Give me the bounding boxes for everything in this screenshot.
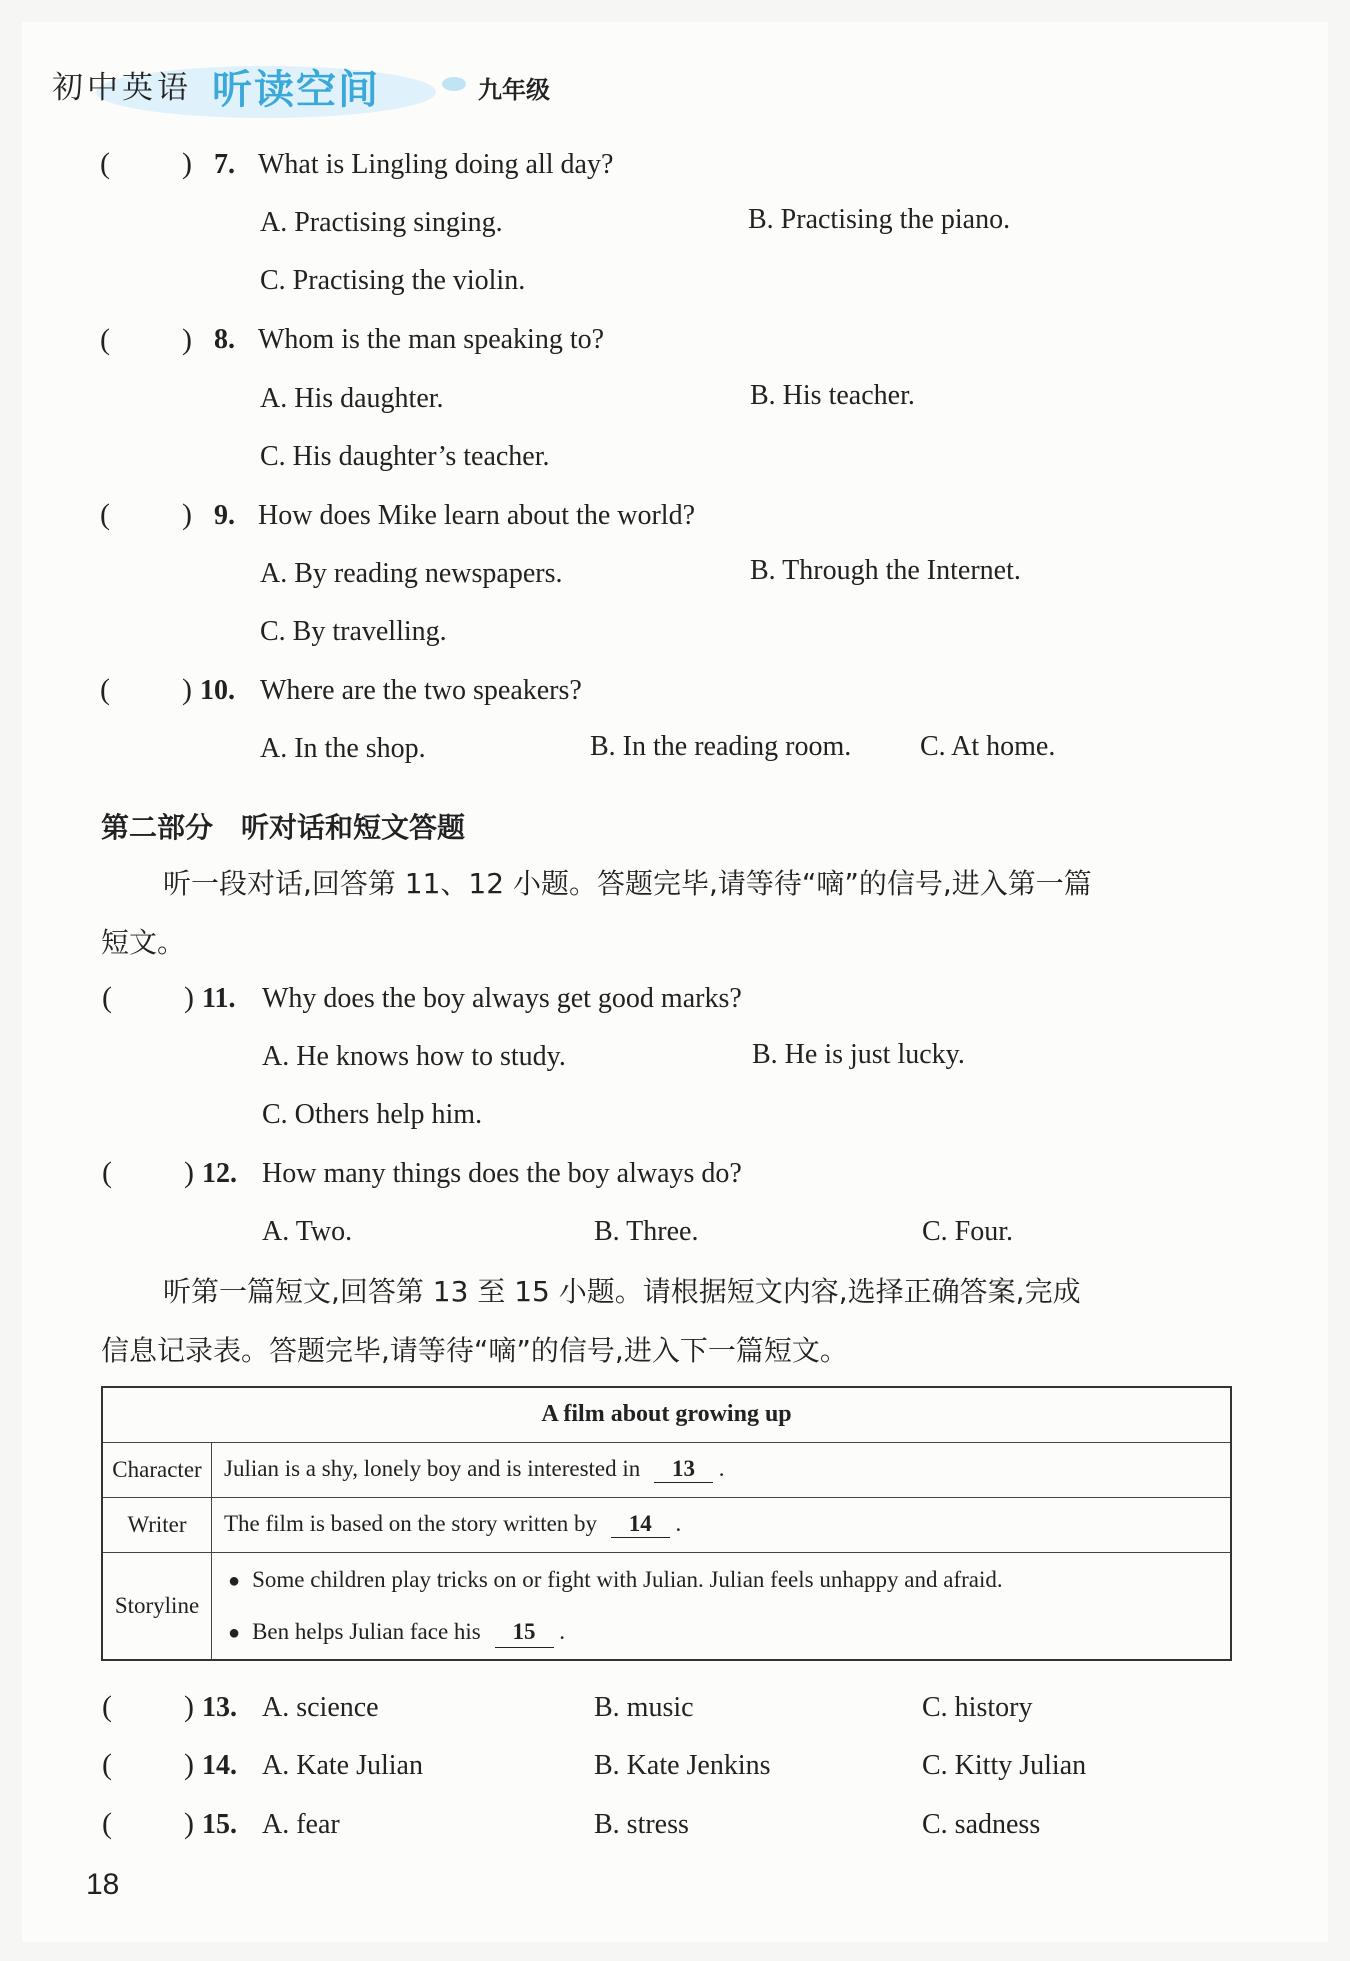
blank-14[interactable]: 14 bbox=[611, 1511, 670, 1538]
bullet-icon: ● bbox=[228, 1621, 241, 1644]
answer-bracket-close: ) bbox=[184, 1156, 194, 1189]
row-end: . bbox=[718, 1456, 725, 1481]
answer-bracket-close: ) bbox=[182, 498, 192, 531]
answer-bracket-close: ) bbox=[182, 323, 192, 356]
option-a: A. His daughter. bbox=[260, 383, 444, 414]
answer-bracket-open[interactable]: ( bbox=[100, 498, 110, 531]
question-text: Why does the boy always get good marks? bbox=[262, 983, 742, 1014]
bullet-icon: ● bbox=[228, 1569, 241, 1592]
bullet-text: Ben helps Julian face his bbox=[252, 1618, 481, 1644]
answer-bracket-close: ) bbox=[184, 1748, 194, 1781]
option-c: C. At home. bbox=[920, 731, 1056, 762]
instruction-1-line-2: 短文。 bbox=[101, 926, 186, 959]
option-a: A. Kate Julian bbox=[262, 1750, 423, 1781]
header-grade: 九年级 bbox=[478, 76, 550, 104]
answer-bracket-close: ) bbox=[182, 673, 192, 706]
answer-bracket-open[interactable]: ( bbox=[102, 1690, 112, 1723]
row-content bbox=[212, 1442, 1232, 1497]
option-b: B. Practising the piano. bbox=[748, 204, 1011, 235]
info-table bbox=[101, 1386, 1232, 1661]
answer-bracket-close: ) bbox=[184, 1690, 194, 1723]
question-number: 12. bbox=[202, 1158, 237, 1189]
question-text: Where are the two speakers? bbox=[260, 675, 582, 706]
row-text: Julian is a shy, lonely boy and is interested in bbox=[224, 1456, 641, 1481]
option-c: C. Four. bbox=[922, 1216, 1014, 1247]
option-b: B. His teacher. bbox=[750, 380, 915, 411]
question-number: 8. bbox=[214, 324, 235, 355]
section-title: 第二部分 听对话和短文答题 bbox=[101, 811, 466, 844]
table-title: A film about growing up bbox=[102, 1387, 1231, 1442]
row-label: Storyline bbox=[102, 1552, 212, 1660]
blank-15[interactable]: 15 bbox=[495, 1617, 554, 1648]
row-content bbox=[212, 1552, 1232, 1660]
question-text: Whom is the man speaking to? bbox=[258, 324, 605, 355]
option-b: B. Through the Internet. bbox=[750, 555, 1021, 586]
row-end: . bbox=[675, 1511, 682, 1536]
page-number: 18 bbox=[86, 1868, 120, 1901]
table-row-storyline bbox=[102, 1552, 1231, 1660]
option-c: C. His daughter’s teacher. bbox=[260, 441, 550, 472]
option-a: A. By reading newspapers. bbox=[260, 558, 563, 589]
row-label: Writer bbox=[102, 1497, 212, 1552]
answer-bracket-open[interactable]: ( bbox=[102, 1807, 112, 1840]
question-text: How does Mike learn about the world? bbox=[258, 500, 695, 531]
option-c: C. Kitty Julian bbox=[922, 1750, 1087, 1781]
blank-13[interactable]: 13 bbox=[654, 1456, 713, 1483]
question-number: 14. bbox=[202, 1750, 237, 1781]
question-number: 9. bbox=[214, 500, 235, 531]
header-brand: 听读空间 bbox=[212, 67, 380, 113]
option-c: C. By travelling. bbox=[260, 616, 447, 647]
row-content bbox=[212, 1497, 1232, 1552]
row-end: . bbox=[559, 1618, 566, 1644]
answer-bracket-open[interactable]: ( bbox=[102, 1156, 112, 1189]
answer-bracket-open[interactable]: ( bbox=[100, 673, 110, 706]
option-c: C. sadness bbox=[922, 1809, 1041, 1840]
header-arrow-icon bbox=[440, 74, 470, 99]
table-row-writer bbox=[102, 1497, 1231, 1552]
answer-bracket-open[interactable]: ( bbox=[100, 323, 110, 356]
answer-bracket-close: ) bbox=[184, 1807, 194, 1840]
instruction-2-line-1: 听第一篇短文,回答第 13 至 15 小题。请根据短文内容,选择正确答案,完成 bbox=[163, 1275, 1081, 1308]
option-a: A. fear bbox=[262, 1809, 340, 1840]
question-number: 10. bbox=[200, 675, 235, 706]
option-a: A. In the shop. bbox=[260, 733, 426, 764]
option-c: C. Practising the violin. bbox=[260, 265, 526, 296]
option-c: C. history bbox=[922, 1692, 1033, 1723]
option-c: C. Others help him. bbox=[262, 1099, 483, 1130]
option-b: B. Three. bbox=[594, 1216, 699, 1247]
bullet-text: Some children play tricks on or fight with Julian. Julian feels unhappy and afraid. bbox=[252, 1566, 1003, 1592]
header-subject: 初中英语 bbox=[52, 70, 192, 106]
question-number: 11. bbox=[202, 983, 236, 1014]
question-number: 13. bbox=[202, 1692, 237, 1723]
question-number: 7. bbox=[214, 149, 235, 180]
question-text: What is Lingling doing all day? bbox=[258, 149, 614, 180]
option-b: B. In the reading room. bbox=[590, 731, 852, 762]
option-b: B. He is just lucky. bbox=[752, 1039, 965, 1070]
answer-bracket-open[interactable]: ( bbox=[102, 981, 112, 1014]
answer-bracket-open[interactable]: ( bbox=[100, 147, 110, 180]
option-a: A. Two. bbox=[262, 1216, 353, 1247]
option-b: B. stress bbox=[594, 1809, 689, 1840]
instruction-2-line-2: 信息记录表。答题完毕,请等待“嘀”的信号,进入下一篇短文。 bbox=[101, 1334, 848, 1367]
option-b: B. Kate Jenkins bbox=[594, 1750, 771, 1781]
storyline-bullet-2 bbox=[228, 1606, 1218, 1658]
option-a: A. He knows how to study. bbox=[262, 1041, 566, 1072]
row-text: The film is based on the story written by bbox=[224, 1511, 598, 1536]
answer-bracket-close: ) bbox=[182, 147, 192, 180]
row-label: Character bbox=[102, 1442, 212, 1497]
answer-bracket-close: ) bbox=[184, 981, 194, 1014]
table-row-character bbox=[102, 1442, 1231, 1497]
option-a: A. Practising singing. bbox=[260, 207, 503, 238]
storyline-bullet-1 bbox=[228, 1554, 1218, 1606]
instruction-1-line-1: 听一段对话,回答第 11、12 小题。答题完毕,请等待“嘀”的信号,进入第一篇 bbox=[163, 867, 1092, 900]
answer-bracket-open[interactable]: ( bbox=[102, 1748, 112, 1781]
question-text: How many things does the boy always do? bbox=[262, 1158, 742, 1189]
option-b: B. music bbox=[594, 1692, 694, 1723]
option-a: A. science bbox=[262, 1692, 379, 1723]
question-number: 15. bbox=[202, 1809, 237, 1840]
